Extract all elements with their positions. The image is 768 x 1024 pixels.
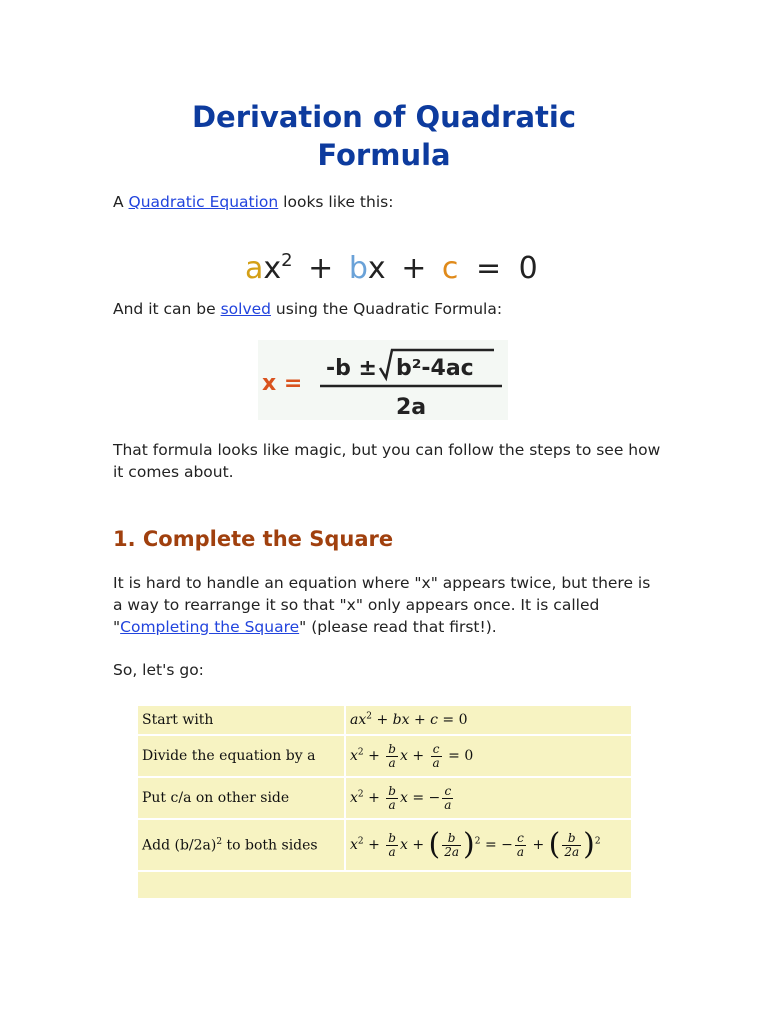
step-label xyxy=(138,820,344,870)
table-row xyxy=(138,872,631,898)
solved-prefix: And it can be xyxy=(113,300,221,318)
formula-lhs: x = xyxy=(262,371,303,396)
eq-plus-1: + xyxy=(308,251,334,286)
hard-part-2: " (please read that first!). xyxy=(299,618,497,636)
steps-table xyxy=(136,704,633,900)
step-label: Put c/a on other side xyxy=(138,778,344,818)
completing-the-square-link[interactable]: Completing the Square xyxy=(120,618,300,636)
formula-denominator: 2a xyxy=(396,395,427,420)
eq-plus-2: + xyxy=(401,251,427,286)
eq-coef-a: a xyxy=(245,251,264,286)
eq-coef-b: b xyxy=(348,251,368,286)
intro-suffix: looks like this: xyxy=(278,193,394,211)
eq-x: x xyxy=(367,251,386,286)
quadratic-formula-image xyxy=(258,340,508,420)
step-label-empty xyxy=(138,872,631,898)
hard-part-1: It is hard to handle an equation where "x" appears twice, but there is a way to rearrange it so that "x" only appears once. It is called " xyxy=(113,574,651,636)
magic-paragraph: That formula looks like magic, but you can follow the steps to see how it comes about. xyxy=(113,441,661,481)
table-row xyxy=(138,736,631,776)
lets-go-paragraph: So, let's go: xyxy=(113,661,204,679)
eq-coef-c: c xyxy=(441,251,459,286)
table-row xyxy=(138,706,631,734)
step-math-start: $ax^2$ + bx + c = 0 xyxy=(350,711,468,729)
solved-link[interactable]: solved xyxy=(220,300,271,318)
step-math xyxy=(346,736,631,776)
step-label: Start with xyxy=(138,706,344,734)
eq-zero: 0 xyxy=(518,251,538,286)
step-math xyxy=(346,820,631,870)
formula-numerator-prefix: -b ± xyxy=(326,356,377,381)
step-label-suffix: to both sides xyxy=(222,837,318,854)
table-row xyxy=(138,778,631,818)
step-math xyxy=(346,706,631,734)
section-heading-complete-square: 1. Complete the Square xyxy=(113,527,394,551)
formula-radicand: b²-4ac xyxy=(396,356,474,381)
step-math-add-square: $x^2$ + $\frac{b}{a}$ x + ( $\frac{b}{2a}$ )$^2$ = − $\frac{c}{a}$ + ( $\frac{b}{2a}$ )$^2$ xyxy=(350,827,601,862)
page-title: Derivation of Quadratic Formula xyxy=(191,100,577,172)
solved-suffix: using the Quadratic Formula: xyxy=(271,300,503,318)
step-math-move-c: $x^2$ + $\frac{b}{a}$ x = − $\frac{c}{a}$ xyxy=(350,783,452,812)
eq-exponent: 2 xyxy=(281,250,293,271)
step-label-sup: 2 xyxy=(216,836,223,847)
eq-x-squared: x xyxy=(263,251,282,286)
table-row xyxy=(138,820,631,870)
eq-equals: = xyxy=(475,251,502,286)
solved-paragraph xyxy=(113,298,673,320)
hard-paragraph xyxy=(113,572,661,638)
step-math-divide: $x^2$ + $\frac{b}{a}$ x + $\frac{c}{a}$ = 0 xyxy=(350,741,474,770)
step-math xyxy=(346,778,631,818)
quadratic-equation-image xyxy=(245,238,538,286)
step-label: Divide the equation by a xyxy=(138,736,344,776)
intro-paragraph xyxy=(113,191,673,213)
quadratic-equation-link[interactable]: Quadratic Equation xyxy=(128,193,279,211)
step-label-prefix: Add (b/2a) xyxy=(142,837,217,854)
intro-prefix: A xyxy=(113,193,129,211)
